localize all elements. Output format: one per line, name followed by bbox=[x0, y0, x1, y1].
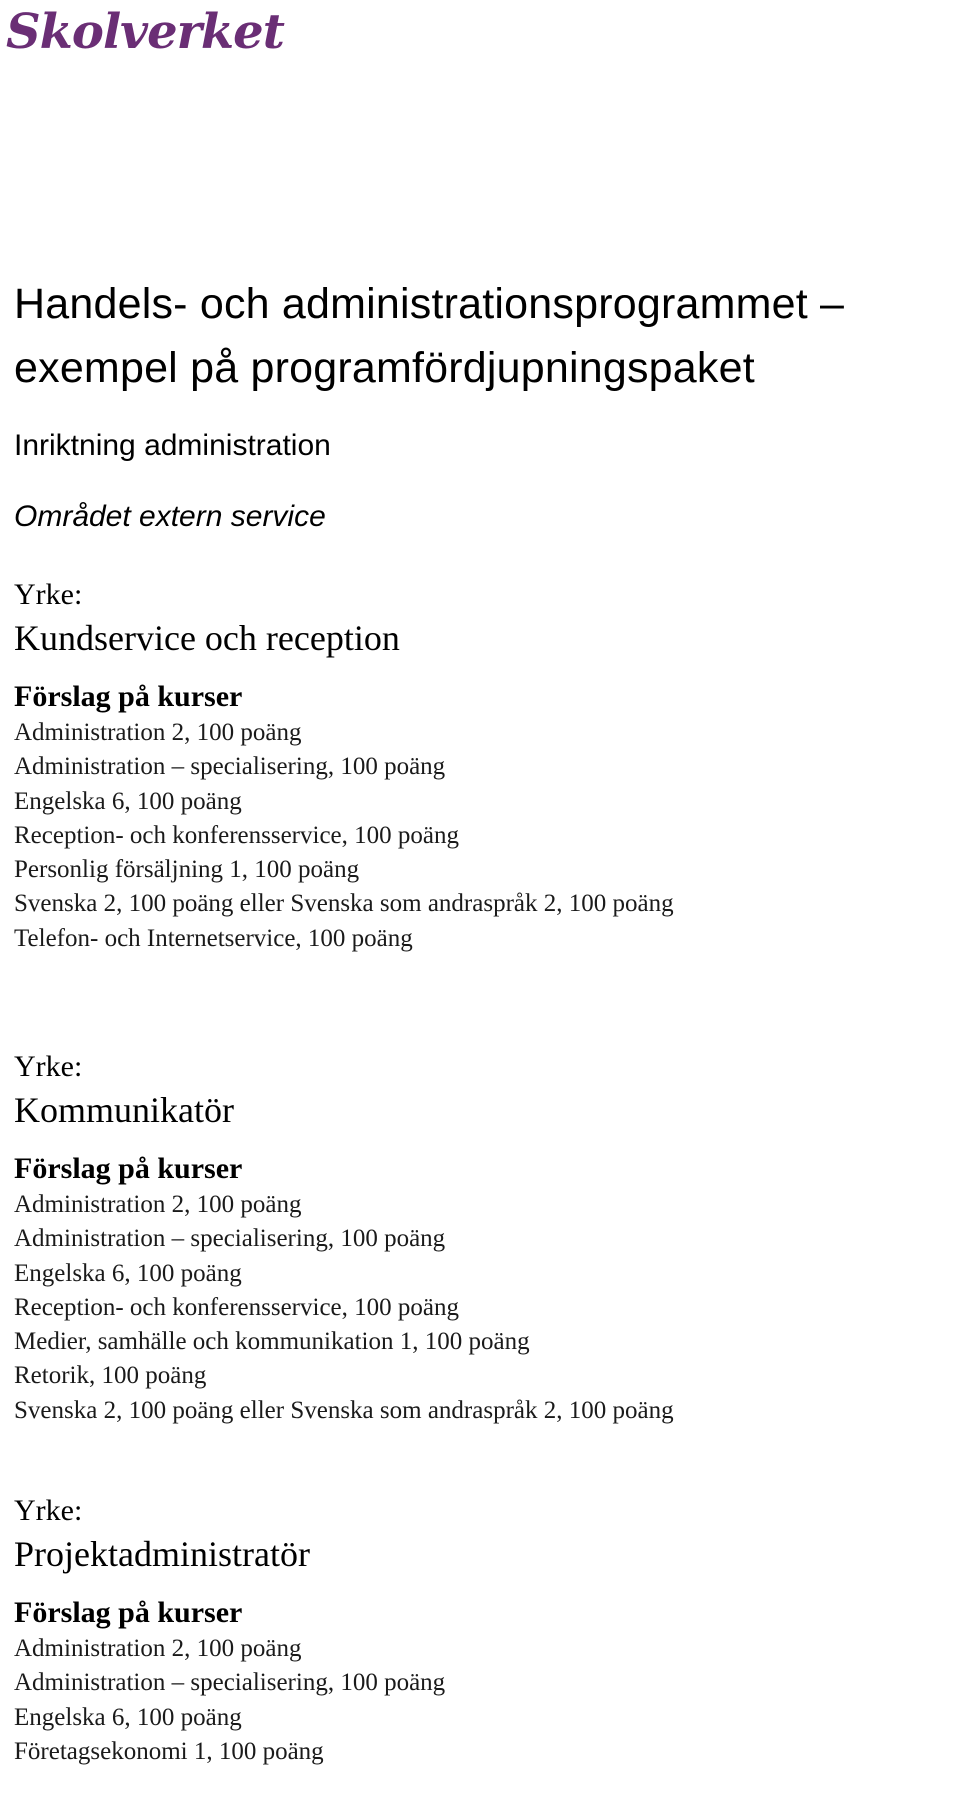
inriktning-heading: Inriktning administration bbox=[14, 429, 331, 462]
course-suggestions-heading: Förslag på kurser bbox=[14, 1152, 243, 1185]
course-list bbox=[14, 1188, 944, 1428]
course-item: Engelska 6, 100 poäng bbox=[14, 1259, 242, 1287]
course-item: Svenska 2, 100 poäng eller Svenska som andraspråk 2, 100 poäng bbox=[14, 890, 674, 918]
course-item: Reception- och konferensservice, 100 poäng bbox=[14, 821, 459, 849]
yrke-title: Kommunikatör bbox=[14, 1090, 234, 1130]
course-item: Administration – specialisering, 100 poäng bbox=[14, 753, 446, 781]
course-item: Retorik, 100 poäng bbox=[14, 1362, 207, 1390]
yrke-label: Yrke: bbox=[14, 578, 83, 611]
course-item: Telefon- och Internetservice, 100 poäng bbox=[14, 924, 413, 952]
course-item: Svenska 2, 100 poäng eller Svenska som andraspråk 2, 100 poäng bbox=[14, 1396, 674, 1424]
course-list bbox=[14, 1632, 944, 1769]
page-title: Handels- och administrationsprogrammet – exempel på programfördjupningspaket bbox=[14, 280, 845, 392]
course-item: Medier, samhälle och kommunikation 1, 100 poäng bbox=[14, 1328, 530, 1356]
course-item: Administration – specialisering, 100 poäng bbox=[14, 1225, 446, 1253]
section-kommunikator bbox=[14, 1048, 944, 1428]
course-suggestions-heading: Förslag på kurser bbox=[14, 1596, 243, 1629]
course-item: Engelska 6, 100 poäng bbox=[14, 1703, 242, 1731]
yrke-title: Projektadministratör bbox=[14, 1534, 310, 1574]
course-item: Personlig försäljning 1, 100 poäng bbox=[14, 856, 360, 884]
course-item: Företagsekonomi 1, 100 poäng bbox=[14, 1737, 324, 1765]
course-item: Engelska 6, 100 poäng bbox=[14, 787, 242, 815]
skolverket-logo: Skolverket bbox=[6, 4, 284, 60]
course-item: Reception- och konferensservice, 100 poäng bbox=[14, 1293, 459, 1321]
course-suggestions-heading: Förslag på kurser bbox=[14, 680, 243, 713]
course-item: Administration 2, 100 poäng bbox=[14, 1635, 302, 1662]
course-item: Administration – specialisering, 100 poäng bbox=[14, 1669, 446, 1697]
yrke-label: Yrke: bbox=[14, 1494, 83, 1527]
section-projektadministrator bbox=[14, 1492, 944, 1769]
course-item: Administration 2, 100 poäng bbox=[14, 719, 302, 746]
yrke-title: Kundservice och reception bbox=[14, 618, 400, 658]
course-item: Administration 2, 100 poäng bbox=[14, 1191, 302, 1218]
omrade-heading: Området extern service bbox=[14, 500, 326, 533]
yrke-label: Yrke: bbox=[14, 1050, 83, 1083]
course-list bbox=[14, 716, 944, 956]
section-kundservice bbox=[14, 576, 944, 956]
